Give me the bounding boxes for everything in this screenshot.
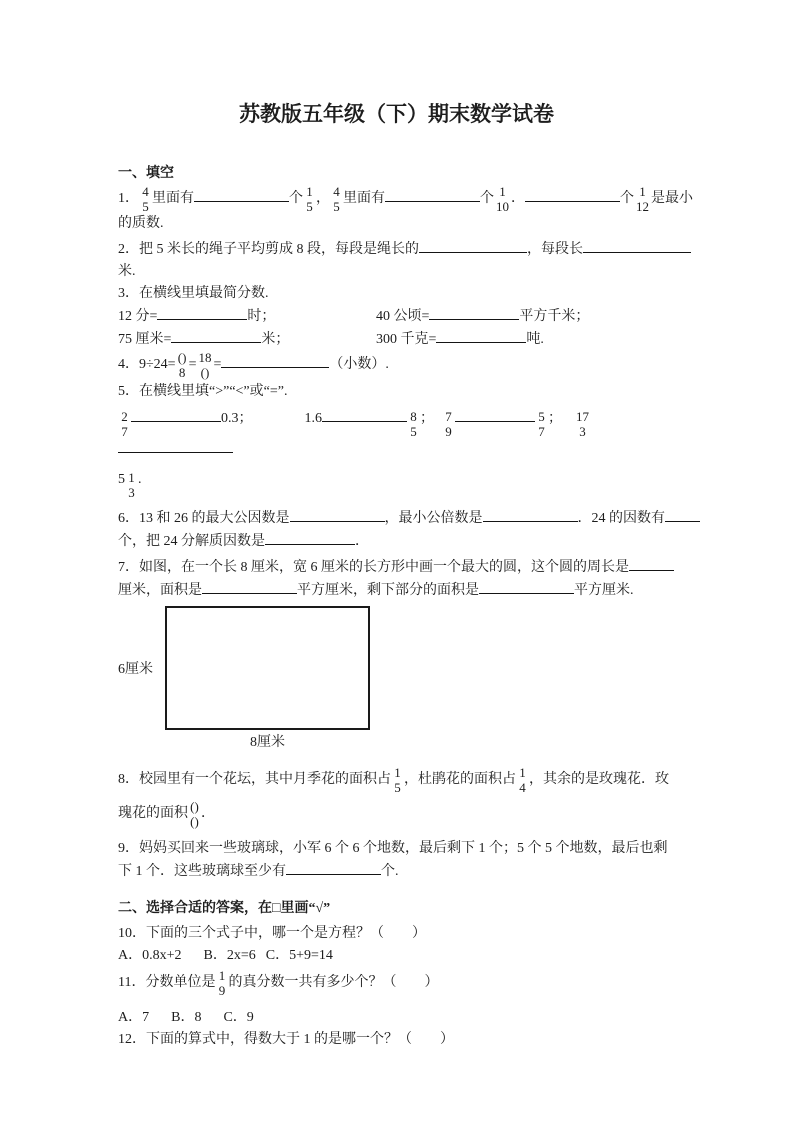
q8-text: 8．校园里有一个花坛，其中月季花的面积占 (118, 772, 391, 788)
section-1-heading: 一、填空 (118, 166, 174, 181)
question-1-line-1 (118, 185, 704, 213)
blank-line (479, 579, 574, 594)
q3-text: 75 厘米= (118, 332, 172, 347)
figure-rectangle (165, 606, 370, 730)
fraction-4-5: 4 5 (333, 184, 340, 214)
q6-text: 6．13 和 26 的最大公因数是 (118, 511, 290, 526)
q6-text: ． (355, 534, 369, 549)
fraction-1-5: 1 5 (394, 765, 401, 795)
blank-line (171, 328, 261, 343)
q3-text: 40 公顷= (376, 309, 430, 324)
exam-title: 苏教版五年级（下）期末数学试卷 (239, 102, 554, 126)
q3-cell (376, 309, 589, 324)
fraction-4-5: 4 5 (142, 184, 149, 214)
fraction-17-3: 17 3 (576, 409, 589, 439)
question-2 (118, 238, 704, 283)
q4-text: = (213, 357, 222, 373)
blank-line (290, 507, 385, 522)
q7-text: 厘米，面积是 (118, 583, 202, 598)
blank-line (385, 187, 480, 202)
question-11 (118, 969, 704, 997)
blank-line (436, 328, 526, 343)
fraction-2-7: 2 7 (121, 409, 128, 439)
blank-line (221, 353, 329, 368)
q5-mixed-number-row (118, 469, 704, 499)
question-8-line-1 (118, 766, 704, 794)
q1-text: 里面有 (343, 191, 385, 207)
q3-text: 平方千米； (519, 309, 590, 324)
question-10: 10．下面的三个式子中，哪一个是方程？（ ） (118, 926, 426, 941)
figure-width-label: 8厘米 (250, 735, 285, 750)
question-3: 3．在横线里填最简分数. (118, 286, 269, 301)
question-6-line-1 (118, 507, 704, 530)
q7-figure-row (118, 606, 704, 730)
question-9-line-2 (118, 860, 704, 883)
q11-option-a: A．7 (118, 1010, 150, 1025)
blank-line (429, 305, 519, 320)
q3-conversion-row-1 (118, 305, 704, 328)
question-10-options (118, 945, 704, 967)
blank-line (131, 407, 221, 422)
q3-text: 吨. (526, 332, 544, 347)
q8-text: 瑰花的面积 (118, 806, 188, 822)
blank-line (629, 556, 674, 571)
q10-option-a: A．0.8x+2 (118, 948, 182, 963)
question-5: 5．在横线里填“>”“<”或“=”. (118, 384, 288, 399)
fraction-1-4: 1 4 (519, 765, 526, 795)
figure-height-label: 6厘米 (118, 662, 153, 677)
blank-line (202, 579, 297, 594)
q4-text: 4．9÷24= (118, 357, 176, 373)
q1-text: 个 (620, 191, 634, 207)
q11-option-b: B．8 (171, 1010, 202, 1025)
q6-text: ，最小公倍数是 (384, 511, 483, 526)
fraction-1-10: 1 10 (496, 184, 509, 214)
question-4 (118, 351, 704, 379)
q7-figure (118, 606, 704, 754)
q8-text: ，其余的是玫瑰花．玫 (529, 772, 669, 788)
q11-option-c: C．9 (223, 1010, 254, 1025)
cmp-text: 0.3； (221, 411, 253, 426)
q1-text: 个 (480, 191, 494, 207)
q3-text: 米； (261, 332, 290, 347)
section-2-heading: 二、选择合适的答案，在□里画“√” (118, 901, 331, 916)
q7-text: 7．如图，在一个长 8 厘米，宽 6 厘米的长方形中画一个最大的圆，这个圆的周长是 (118, 560, 629, 575)
mixed-whole: 5 (118, 472, 125, 487)
q2-text: ，每段长 (527, 242, 583, 257)
q4-text: （小数）. (329, 357, 389, 373)
q1-text: ． (511, 191, 525, 207)
question-7-line-1 (118, 556, 704, 579)
q2-text: 2．把 5 米长的绳子平均剪成 8 段，每段是绳长的 (118, 242, 419, 257)
q1-text: 是最小 (651, 191, 693, 207)
q1-text: 里面有 (152, 191, 194, 207)
fraction-1-9: 1 9 (218, 968, 226, 998)
q1-text: 个 (289, 191, 303, 207)
blank-line (322, 407, 407, 422)
q1-text: ， (316, 191, 330, 207)
q9-text: 个. (381, 864, 399, 879)
blank-line (525, 187, 620, 202)
q3-cell (118, 305, 376, 328)
blank-line (265, 530, 355, 545)
q3-text: 300 千克= (376, 332, 437, 347)
cmp-text: 1.6 (304, 411, 322, 426)
cmp-text: ； (420, 411, 434, 426)
fraction-1-3: 1 3 (128, 470, 135, 500)
q8-text: ． (201, 806, 215, 822)
blank-line (118, 438, 233, 453)
q3-conversion-row-2 (118, 328, 704, 351)
question-1-line-2: 的质数. (118, 216, 164, 231)
q3-text: 时； (247, 309, 276, 324)
q2-text: 米. (118, 264, 136, 279)
q7-text: 平方厘米. (574, 583, 634, 598)
q3-text: 12 分= (118, 309, 158, 324)
question-8-line-2 (118, 800, 704, 828)
q5-comparison-row (118, 407, 704, 461)
q11-text: 11．分数单位是 (118, 975, 216, 991)
blank-line (194, 187, 289, 202)
q10-option-b: B．2x=6 (203, 948, 256, 963)
blank-line (483, 507, 578, 522)
question-6-line-2 (118, 530, 704, 553)
mixed-period: . (138, 472, 142, 487)
blank-line (665, 507, 700, 522)
q3-cell (376, 332, 544, 347)
q6-text: 个，把 24 分解质因数是 (118, 534, 265, 549)
q4-text: = (188, 357, 197, 373)
blank-line (286, 860, 381, 875)
q9-text: 下 1 个．这些玻璃球至少有 (118, 864, 286, 879)
q8-text: ，杜鹃花的面积占 (404, 772, 516, 788)
blank-line (583, 238, 691, 253)
blank-line (157, 305, 247, 320)
cmp-text: ； (548, 411, 562, 426)
fraction-18-paren: 18 () (198, 350, 212, 380)
q7-text: 平方厘米，剩下部分的面积是 (297, 583, 479, 598)
question-7-line-2 (118, 579, 704, 602)
q11-text: 的真分数一共有多少个？（ ） (228, 975, 439, 991)
exam-content (118, 163, 704, 1051)
question-9-line-1: 9．妈妈买回来一些玻璃球，小军 6 个 6 个地数，最后剩下 1 个；5 个 5 个地数，最后也剩 (118, 841, 668, 856)
fraction-5-7: 5 7 (538, 409, 545, 439)
fraction-paren-paren: () () (190, 799, 199, 829)
blank-line (455, 407, 535, 422)
question-12: 12．下面的算式中，得数大于 1 的是哪一个？（ ） (118, 1032, 454, 1047)
q6-text: ．24 的因数有 (577, 511, 665, 526)
fraction-7-9: 7 9 (445, 409, 452, 439)
q3-cell (118, 328, 376, 351)
fraction-paren-8: () 8 (177, 350, 187, 380)
q1-number: 1． (118, 191, 139, 207)
fraction-1-12: 1 12 (636, 184, 649, 214)
blank-line (419, 238, 527, 253)
fraction-8-5: 8 5 (410, 409, 417, 439)
fraction-1-5: 1 5 (306, 184, 313, 214)
question-11-options (118, 1007, 704, 1029)
q10-option-c: C．5+9=14 (265, 948, 333, 963)
